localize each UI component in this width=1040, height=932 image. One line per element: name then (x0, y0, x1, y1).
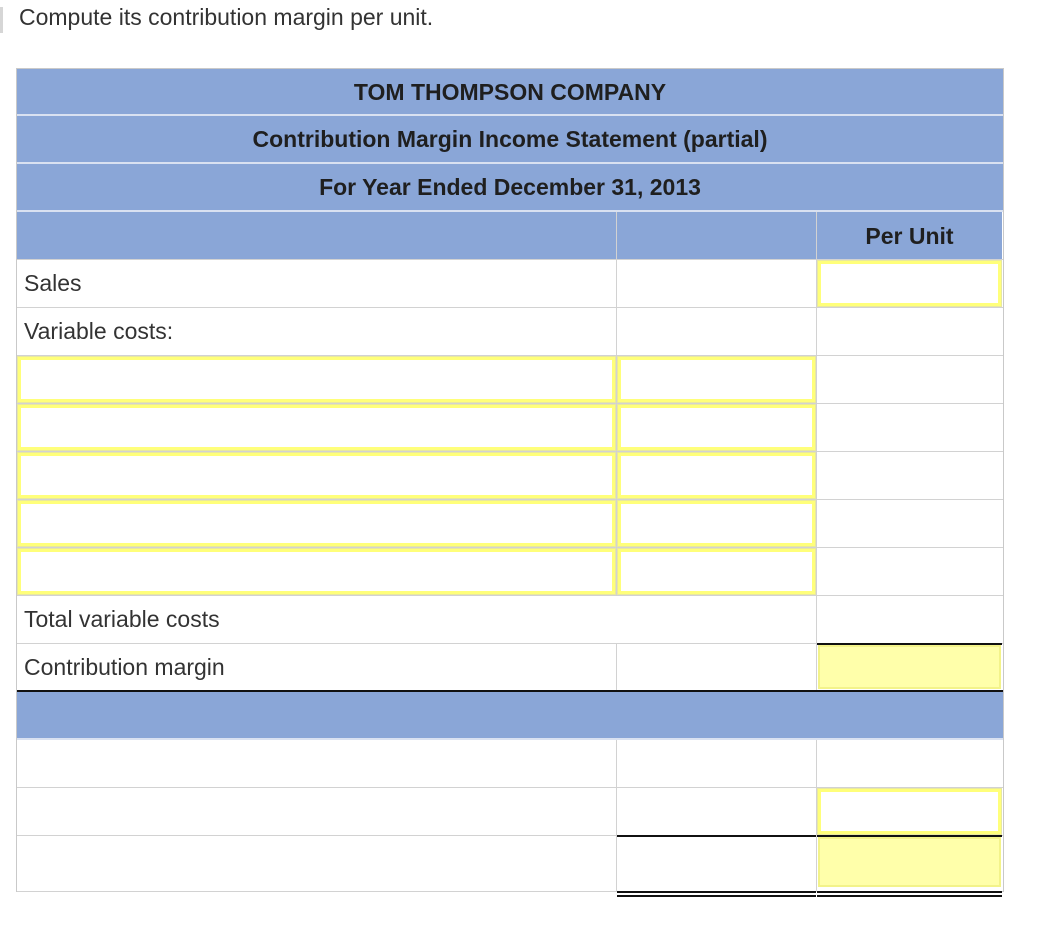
contribution-margin-per-unit-cell (817, 644, 1002, 690)
blank-per-unit-cell (817, 788, 1002, 835)
column-header-row (17, 212, 1003, 260)
variable-cost-per-unit-cell (817, 548, 1002, 595)
variable-cost-amount-input[interactable] (618, 405, 815, 450)
variable-cost-per-unit-cell (817, 452, 1002, 499)
final-per-unit-input[interactable] (818, 837, 1001, 887)
blank-amount-cell (617, 788, 817, 835)
column-header-per-unit: Per Unit (817, 212, 1002, 259)
variable-cost-per-unit-cell (817, 356, 1002, 403)
sales-amount-cell (617, 260, 817, 307)
variable-cost-name-cell (17, 500, 617, 547)
sales-per-unit-input[interactable] (818, 261, 1001, 306)
company-name-header: TOM THOMPSON COMPANY (17, 68, 1003, 116)
blank-label-cell (17, 788, 617, 835)
sales-per-unit-cell (817, 260, 1002, 307)
variable-cost-per-unit-cell (817, 500, 1002, 547)
variable-cost-amount-cell (617, 452, 817, 499)
blank-per-unit-input[interactable] (818, 789, 1001, 834)
variable-cost-name-cell (17, 548, 617, 595)
variable-cost-amount-cell (617, 404, 817, 451)
contribution-margin-row (17, 644, 1003, 692)
variable-cost-row (17, 548, 1003, 596)
variable-cost-row (17, 356, 1003, 404)
variable-costs-heading-row (17, 308, 1003, 356)
variable-cost-row (17, 452, 1003, 500)
blank-per-unit-cell (817, 740, 1002, 787)
question-prompt: Compute its contribution margin per unit. (19, 4, 434, 30)
column-header-amount (617, 212, 817, 259)
double-underline-rule (617, 891, 816, 897)
variable-cost-name-input[interactable] (18, 549, 615, 594)
blank-per-unit-cell (817, 836, 1002, 891)
contribution-margin-per-unit-input[interactable] (818, 645, 1001, 689)
total-variable-costs-per-unit-cell (817, 596, 1002, 643)
total-variable-costs-row (17, 596, 1003, 644)
variable-cost-per-unit-cell (817, 404, 1002, 451)
blank-row-3 (17, 836, 1003, 892)
variable-cost-name-input[interactable] (18, 501, 615, 546)
variable-costs-amount-cell (617, 308, 817, 355)
variable-cost-name-cell (17, 404, 617, 451)
double-underline-rule (817, 891, 1002, 897)
variable-cost-name-cell (17, 356, 617, 403)
statement-period-header: For Year Ended December 31, 2013 (17, 164, 1003, 212)
subtotal-rule (617, 835, 816, 837)
variable-costs-per-unit-cell (817, 308, 1002, 355)
contribution-margin-amount-cell (617, 644, 817, 690)
variable-cost-amount-cell (617, 356, 817, 403)
blank-section-band (17, 692, 1003, 740)
variable-cost-name-input[interactable] (18, 453, 615, 498)
blank-label-cell (17, 740, 617, 787)
total-variable-costs-label: Total variable costs (17, 596, 817, 643)
blank-row-2 (17, 788, 1003, 836)
sales-row (17, 260, 1003, 308)
variable-cost-amount-input[interactable] (618, 357, 815, 402)
blank-amount-cell (617, 740, 817, 787)
variable-cost-name-input[interactable] (18, 357, 615, 402)
variable-cost-amount-input[interactable] (618, 549, 815, 594)
variable-cost-row (17, 404, 1003, 452)
variable-cost-name-input[interactable] (18, 405, 615, 450)
variable-cost-name-cell (17, 452, 617, 499)
left-edge-marker (0, 7, 3, 33)
variable-cost-amount-input[interactable] (618, 453, 815, 498)
sales-label: Sales (17, 260, 617, 307)
statement-title-header: Contribution Margin Income Statement (partial) (17, 116, 1003, 164)
blank-row-1 (17, 740, 1003, 788)
variable-cost-amount-cell (617, 500, 817, 547)
variable-costs-label: Variable costs: (17, 308, 617, 355)
column-header-blank (17, 212, 617, 259)
blank-amount-cell (617, 836, 817, 891)
variable-cost-amount-cell (617, 548, 817, 595)
contribution-margin-label: Contribution margin (17, 644, 617, 690)
variable-cost-amount-input[interactable] (618, 501, 815, 546)
blank-label-cell (17, 836, 617, 891)
income-statement-table (16, 68, 1004, 892)
variable-cost-row (17, 500, 1003, 548)
